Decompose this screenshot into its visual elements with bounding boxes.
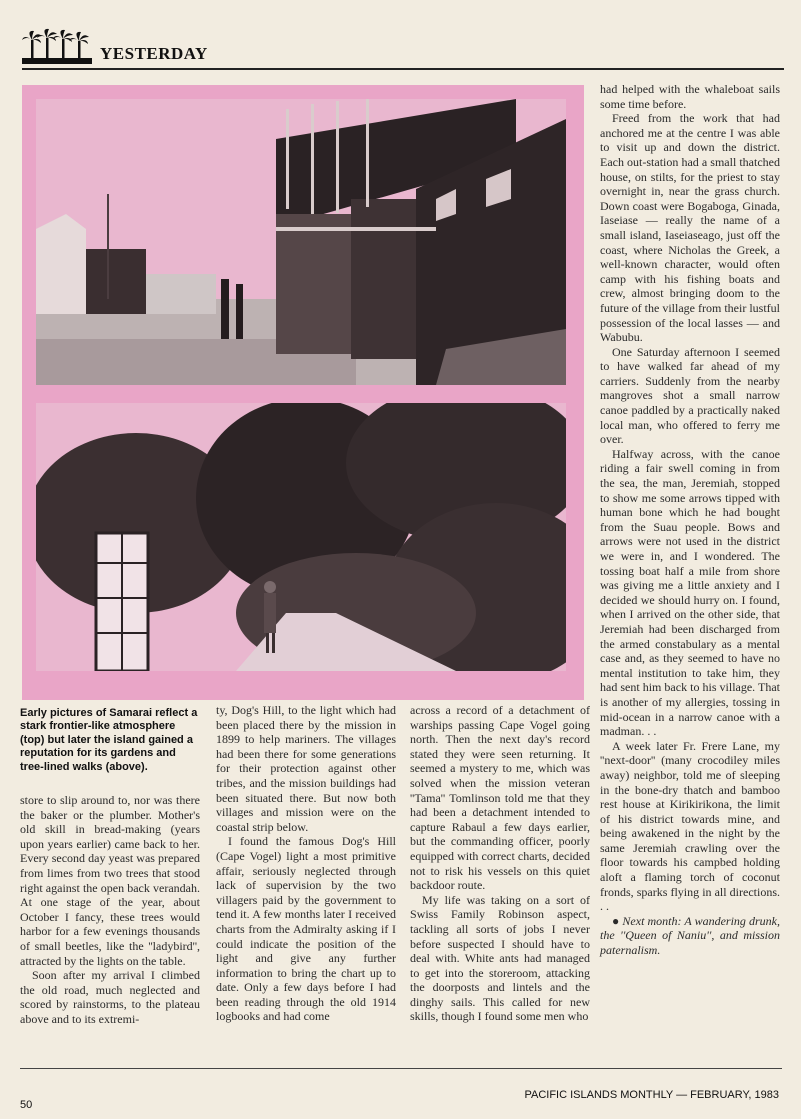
photo-caption: Early pictures of Samarai reflect a stark frontier-like atmosphere (top) but later the island gained a reputation for its gardens and tree-lined walks (above). <box>20 707 198 773</box>
next-month-teaser: ● Next month: A wandering drunk, the ''Queen of Naniu'', and mission paternalism. <box>600 913 780 958</box>
article-column-1 <box>20 793 200 1027</box>
paragraph: My life was taking on a sort of Swiss Family Robinson aspect, tackling all sorts of jobs I never before suspected I should have to deal with. White ants had managed to get into the storeroom, attacking the doorposts and lintels and the dinghy sails. This called for new skills, though I found some men who <box>410 892 590 1024</box>
header-rule <box>22 68 784 70</box>
paragraph: ty, Dog's Hill, to the light which had been placed there by the mission in 1899 to help mariners. The villages had been there for some generations for their protection against other tribes, and the mission buildings had been situated there. But now both villages and mission were on the coastal strip below. <box>216 703 396 834</box>
paragraph: had helped with the whaleboat sails some time before. <box>600 82 780 111</box>
section-title: YESTERDAY <box>100 44 208 63</box>
article-column-3 <box>410 703 590 1024</box>
paragraph: store to slip around to, nor was there the baker or the plumber. Mother's old skill in bread-making (years upon years earlier) came back to her. Every second day yeast was prepared from limes from two trees that stood right against the open back verandah. At one stage of the year, about October I fancy, these trees would harbor for a few evenings thousands of small beetles, like the ''ladybird'', attracted by the lights on the table. <box>20 793 200 968</box>
page-number: 50 <box>20 1099 33 1111</box>
paragraph: Halfway across, with the canoe riding a fair swell coming in from the sea, the man, Jeremiah, stopped to show me some arrows tipped with human bone which he had bought from the Suau people. Bows and arrows were not used in the district we were in, and I wondered. The tossing boat half a mile from shore was giving me a little anxiety and I decided we should hurry on. I found, when I arrived on the other side, that Jeremiah had been discharged from the armed constabulary as a mental case and, as they seemed to have no mental institution to take him, they had sent him back to his village. That is another of my allergies, tossing in mid-ocean in a narrow canoe with a madman. . . <box>600 446 780 739</box>
paragraph: A week later Fr. Frere Lane, my ''next-door'' (many crocodiley miles away) neighbor, told me of sleeping in the bone-dry thatch and bamboo rest house at Kirikirikona, the limit of his district towards mine, and being awakened in the night by the same Jeremiah crawling over the floor towards his campbed holding aloft a flaming torch of coconut fronds, sparks flying in all directions. . . <box>600 738 780 914</box>
paragraph: I found the famous Dog's Hill (Cape Vogel) light a most primitive affair, seriously neglected through lack of supervision by the two villagers paid by the government to tend it. A few months later I received charts from the Admiralty asking if I could indicate the position of the light and give any further information to bring the chart up to date. Only a few days before I had been reading through the old 1914 logbooks and had come <box>216 834 396 1024</box>
paragraph: Freed from the work that had anchored me at the centre I was able to visit up and down the district. Each out-station had a small thatched house, on stilts, for the priest to stay overnight in, near the grass church. Down coast were Bogaboga, Ginada, Iaseiase — really the name of a small island, Iaseiaseago, just off the coast, where Nicholas the Greek, a well-known character, would often camp with his fishing boats and crew, almost bringing doom to the future of the village from their lustful possession of the local lasses — and Wabubu. <box>600 111 780 345</box>
palm-trees-logo-icon <box>22 28 92 66</box>
paragraph: Soon after my arrival I climbed the old road, much neglected and scored by rainstorms, to the plateau above and to its extremi- <box>20 968 200 1026</box>
paragraph: across a record of a detachment of warships passing Cape Vogel going north. Then the next day's record stated they were seen returning. It seemed a mystery to me, which was solved when the mission veteran ''Tama'' Tomlinson told me that they had been a detachment intended to capture Rabaul a few days earlier, but the commanding officer, poorly equipped with correct charts, decided not to risk his vessels on this quiet backdoor route. <box>410 703 590 893</box>
tree-lined-walk-photo <box>36 403 566 671</box>
article-column-2 <box>216 703 396 1024</box>
street-with-colonial-buildings-photo <box>36 99 566 385</box>
footer-rule <box>20 1068 782 1069</box>
page-header <box>22 26 784 70</box>
publication-footer: PACIFIC ISLANDS MONTHLY — FEBRUARY, 1983 <box>524 1089 779 1101</box>
paragraph: One Saturday afternoon I seemed to have walked far ahead of my carriers. Suddenly from the nearby mangroves shot a small narrow canoe paddled by a practically naked local man, who offered to ferry me over. <box>600 344 780 447</box>
photo-panel <box>22 85 584 700</box>
article-column-4 <box>600 82 780 958</box>
